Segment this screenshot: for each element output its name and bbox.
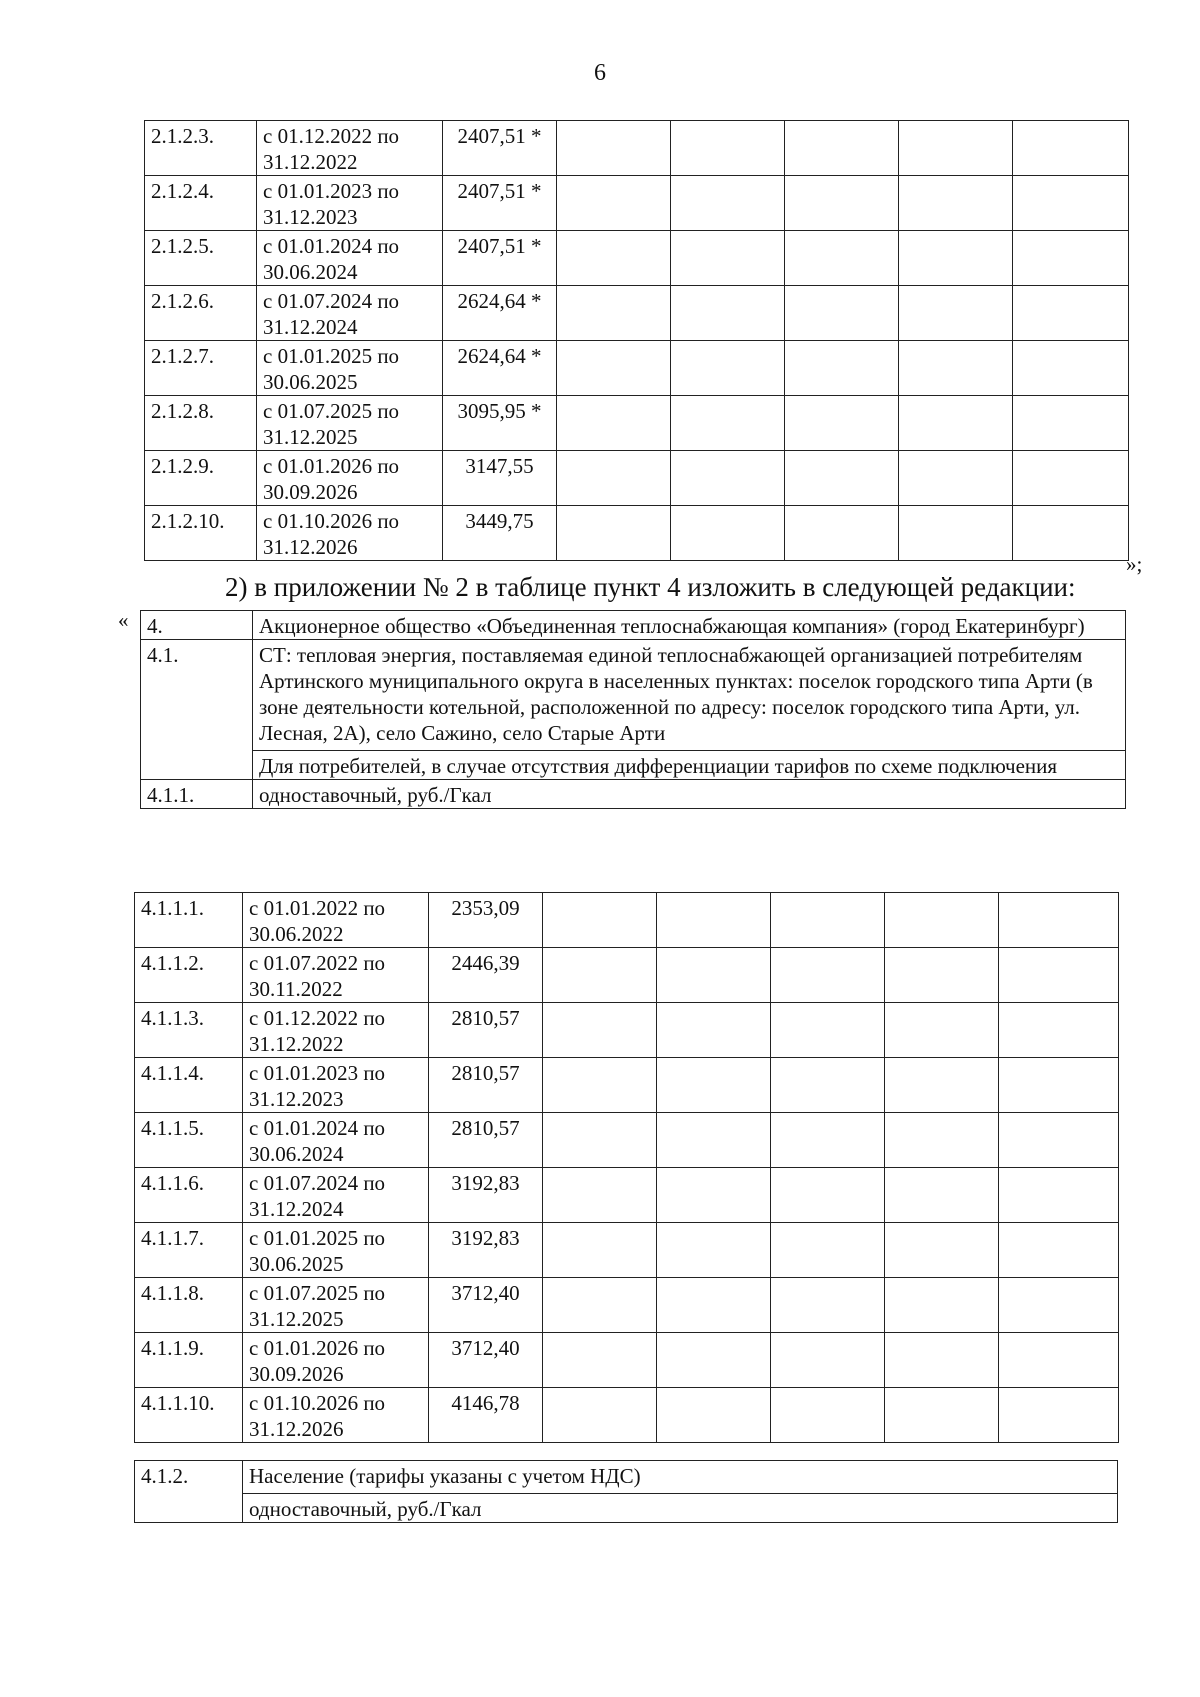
table-row [135,1461,1118,1523]
empty-cell [785,506,899,561]
tariff-value: 3712,40 [429,1278,543,1333]
population-category: Население (тарифы указаны с учетом НДС) [249,1464,641,1488]
period-end: 30.09.2026 [249,1362,344,1386]
period-start: с 01.01.2025 по [263,344,400,368]
table-row [135,1278,1119,1333]
empty-cell [899,121,1013,176]
row-number: 4.1. [141,640,253,780]
empty-cell [557,231,671,286]
tariff-value: 2407,51 * [443,176,557,231]
table-row [141,780,1126,809]
empty-cell [771,1278,885,1333]
period-cell [243,1223,429,1278]
empty-cell [885,948,999,1003]
period-start: с 01.10.2026 по [249,1391,386,1415]
period-start: с 01.12.2022 по [249,1006,386,1030]
period-cell [243,1333,429,1388]
period-cell [257,121,443,176]
empty-cell [543,893,657,948]
tariff-value: 3712,40 [429,1333,543,1388]
period-cell [257,286,443,341]
row-number: 4.1.1.8. [135,1278,243,1333]
empty-cell [771,1333,885,1388]
empty-cell [785,121,899,176]
table-row [145,396,1129,451]
empty-cell [543,1278,657,1333]
empty-cell [899,451,1013,506]
period-cell [257,451,443,506]
row-number: 2.1.2.10. [145,506,257,561]
empty-cell [785,231,899,286]
empty-cell [999,948,1119,1003]
tariff-value: 3192,83 [429,1223,543,1278]
empty-cell [557,506,671,561]
period-cell [257,341,443,396]
period-cell [243,1168,429,1223]
empty-cell [557,176,671,231]
empty-cell [657,1003,771,1058]
empty-cell [999,1223,1119,1278]
table-row [145,121,1129,176]
empty-cell [657,1278,771,1333]
period-start: с 01.01.2024 по [249,1116,386,1140]
period-end: 30.06.2024 [263,260,358,284]
empty-cell [885,1003,999,1058]
tariff-value: 3147,55 [443,451,557,506]
empty-cell [657,893,771,948]
empty-cell [657,1388,771,1443]
empty-cell [785,396,899,451]
row-number: 2.1.2.7. [145,341,257,396]
period-end: 31.12.2026 [263,535,358,559]
tariff-scope-description: СТ: тепловая энергия, поставляемая единой теплоснабжающей организацией потребителям Артинского муниципального округа в населенных пунктах: поселок городского типа Арти (в зоне деятельности котельной, расположенной по адресу: поселок городского типа Арти, ул. Лесная, 2А), село Сажино, село Старые Арти [259,643,1093,745]
empty-cell [899,396,1013,451]
tariff-type: одноставочный, руб./Гкал [253,780,1126,809]
organization-name: Акционерное общество «Объединенная теплоснабжающая компания» (город Екатеринбург) [253,611,1126,640]
empty-cell [885,1223,999,1278]
empty-cell [1013,506,1129,561]
period-end: 30.09.2026 [263,480,358,504]
empty-cell [771,1003,885,1058]
empty-cell [671,396,785,451]
period-start: с 01.01.2023 по [263,179,400,203]
empty-cell [1013,176,1129,231]
period-start: с 01.01.2024 по [263,234,400,258]
row-number: 2.1.2.4. [145,176,257,231]
item-4-header-table [140,610,1126,809]
empty-cell [785,176,899,231]
empty-cell [885,1388,999,1443]
tariff-value: 3449,75 [443,506,557,561]
period-start: с 01.07.2025 по [249,1281,386,1305]
period-end: 31.12.2026 [249,1417,344,1441]
empty-cell [771,1388,885,1443]
empty-cell [771,1168,885,1223]
tariff-table-continuation [144,120,1129,561]
tariff-value: 4146,78 [429,1388,543,1443]
row-number: 2.1.2.6. [145,286,257,341]
empty-cell [657,1223,771,1278]
tariff-type: одноставочный, руб./Гкал [243,1493,1117,1522]
empty-cell [671,506,785,561]
period-start: с 01.01.2026 по [249,1336,386,1360]
empty-cell [885,1278,999,1333]
period-cell [257,396,443,451]
period-end: 30.06.2024 [249,1142,344,1166]
empty-cell [785,341,899,396]
period-start: с 01.07.2025 по [263,399,400,423]
empty-cell [1013,451,1129,506]
period-end: 31.12.2023 [249,1087,344,1111]
period-end: 30.11.2022 [249,977,343,1001]
period-cell [243,948,429,1003]
period-cell [243,1058,429,1113]
period-cell [257,231,443,286]
period-end: 31.12.2024 [263,315,358,339]
empty-cell [543,1168,657,1223]
table-row [135,1388,1119,1443]
empty-cell [885,893,999,948]
tariff-value: 2353,09 [429,893,543,948]
empty-cell [899,506,1013,561]
opening-quote-mark: « [118,608,129,632]
empty-cell [557,341,671,396]
empty-cell [557,396,671,451]
table-row [145,341,1129,396]
empty-cell [671,341,785,396]
table-row [135,1333,1119,1388]
empty-cell [771,893,885,948]
empty-cell [543,1333,657,1388]
empty-cell [1013,286,1129,341]
empty-cell [899,176,1013,231]
table-row [135,948,1119,1003]
table-row [145,451,1129,506]
empty-cell [999,1388,1119,1443]
page-number: 6 [594,60,606,86]
period-end: 30.06.2025 [263,370,358,394]
tariff-value: 2624,64 * [443,286,557,341]
row-number: 4.1.2. [135,1461,243,1523]
empty-cell [885,1058,999,1113]
row-number: 4.1.1.7. [135,1223,243,1278]
tariff-value: 2407,51 * [443,121,557,176]
empty-cell [1013,121,1129,176]
period-start: с 01.10.2026 по [263,509,400,533]
period-cell [243,1388,429,1443]
empty-cell [999,1003,1119,1058]
empty-cell [999,1058,1119,1113]
empty-cell [543,948,657,1003]
period-start: с 01.01.2025 по [249,1226,386,1250]
empty-cell [999,1278,1119,1333]
empty-cell [1013,396,1129,451]
row-number: 4.1.1. [141,780,253,809]
period-end: 30.06.2022 [249,922,344,946]
empty-cell [657,1058,771,1113]
period-cell [257,176,443,231]
empty-cell [899,286,1013,341]
empty-cell [543,1223,657,1278]
tariff-value: 3192,83 [429,1168,543,1223]
tariff-value: 2810,57 [429,1003,543,1058]
empty-cell [771,1058,885,1113]
population-tariff-table [134,1460,1118,1523]
table-row [135,893,1119,948]
table-row [135,1113,1119,1168]
period-cell [243,1278,429,1333]
row-number: 2.1.2.3. [145,121,257,176]
period-start: с 01.01.2026 по [263,454,400,478]
empty-cell [671,176,785,231]
table-row [145,286,1129,341]
empty-cell [557,121,671,176]
period-end: 31.12.2022 [263,150,358,174]
table-row [145,176,1129,231]
empty-cell [557,286,671,341]
period-cell [243,1113,429,1168]
period-start: с 01.07.2022 по [249,951,386,975]
period-start: с 01.07.2024 по [249,1171,386,1195]
table-row [145,231,1129,286]
empty-cell [785,451,899,506]
empty-cell [999,1168,1119,1223]
empty-cell [543,1003,657,1058]
empty-cell [671,121,785,176]
empty-cell [657,1333,771,1388]
period-start: с 01.01.2022 по [249,896,386,920]
empty-cell [785,286,899,341]
tariff-value: 2407,51 * [443,231,557,286]
empty-cell [657,948,771,1003]
period-end: 30.06.2025 [249,1252,344,1276]
row-number: 2.1.2.9. [145,451,257,506]
empty-cell [1013,231,1129,286]
row-number: 4.1.1.3. [135,1003,243,1058]
closing-quote-mark: »; [1126,552,1143,576]
tariff-value: 3095,95 * [443,396,557,451]
empty-cell [657,1113,771,1168]
table-row [135,1223,1119,1278]
tariff-table-item-4 [134,892,1119,1443]
empty-cell [1013,341,1129,396]
empty-cell [657,1168,771,1223]
period-cell [243,1003,429,1058]
period-start: с 01.12.2022 по [263,124,400,148]
empty-cell [885,1168,999,1223]
row-number: 4.1.1.2. [135,948,243,1003]
table-row [141,640,1126,780]
table-row [135,1058,1119,1113]
tariff-value: 2810,57 [429,1113,543,1168]
empty-cell [771,1113,885,1168]
period-end: 31.12.2022 [249,1032,344,1056]
tariff-value: 2624,64 * [443,341,557,396]
table-row [145,506,1129,561]
empty-cell [671,451,785,506]
period-cell [243,893,429,948]
empty-cell [885,1113,999,1168]
row-number: 4. [141,611,253,640]
empty-cell [671,286,785,341]
period-cell [257,506,443,561]
empty-cell [671,231,785,286]
row-number: 4.1.1.10. [135,1388,243,1443]
empty-cell [999,893,1119,948]
empty-cell [543,1113,657,1168]
period-end: 31.12.2025 [263,425,358,449]
empty-cell [899,231,1013,286]
empty-cell [999,1333,1119,1388]
period-end: 31.12.2023 [263,205,358,229]
empty-cell [885,1333,999,1388]
empty-cell [543,1388,657,1443]
amendment-instruction: 2) в приложении № 2 в таблице пункт 4 изложить в следующей редакции: [225,572,1076,602]
row-number: 2.1.2.5. [145,231,257,286]
empty-cell [899,341,1013,396]
empty-cell [557,451,671,506]
empty-cell [543,1058,657,1113]
tariff-value: 2446,39 [429,948,543,1003]
period-end: 31.12.2025 [249,1307,344,1331]
empty-cell [771,948,885,1003]
row-number: 4.1.1.6. [135,1168,243,1223]
period-end: 31.12.2024 [249,1197,344,1221]
table-row [135,1003,1119,1058]
consumer-category: Для потребителей, в случае отсутствия дифференциации тарифов по схеме подключения [253,750,1125,779]
table-row [135,1168,1119,1223]
period-start: с 01.01.2023 по [249,1061,386,1085]
row-number: 4.1.1.9. [135,1333,243,1388]
empty-cell [999,1113,1119,1168]
row-number: 4.1.1.5. [135,1113,243,1168]
row-number: 2.1.2.8. [145,396,257,451]
row-number: 4.1.1.4. [135,1058,243,1113]
tariff-value: 2810,57 [429,1058,543,1113]
period-start: с 01.07.2024 по [263,289,400,313]
table-row [141,611,1126,640]
row-number: 4.1.1.1. [135,893,243,948]
empty-cell [771,1223,885,1278]
